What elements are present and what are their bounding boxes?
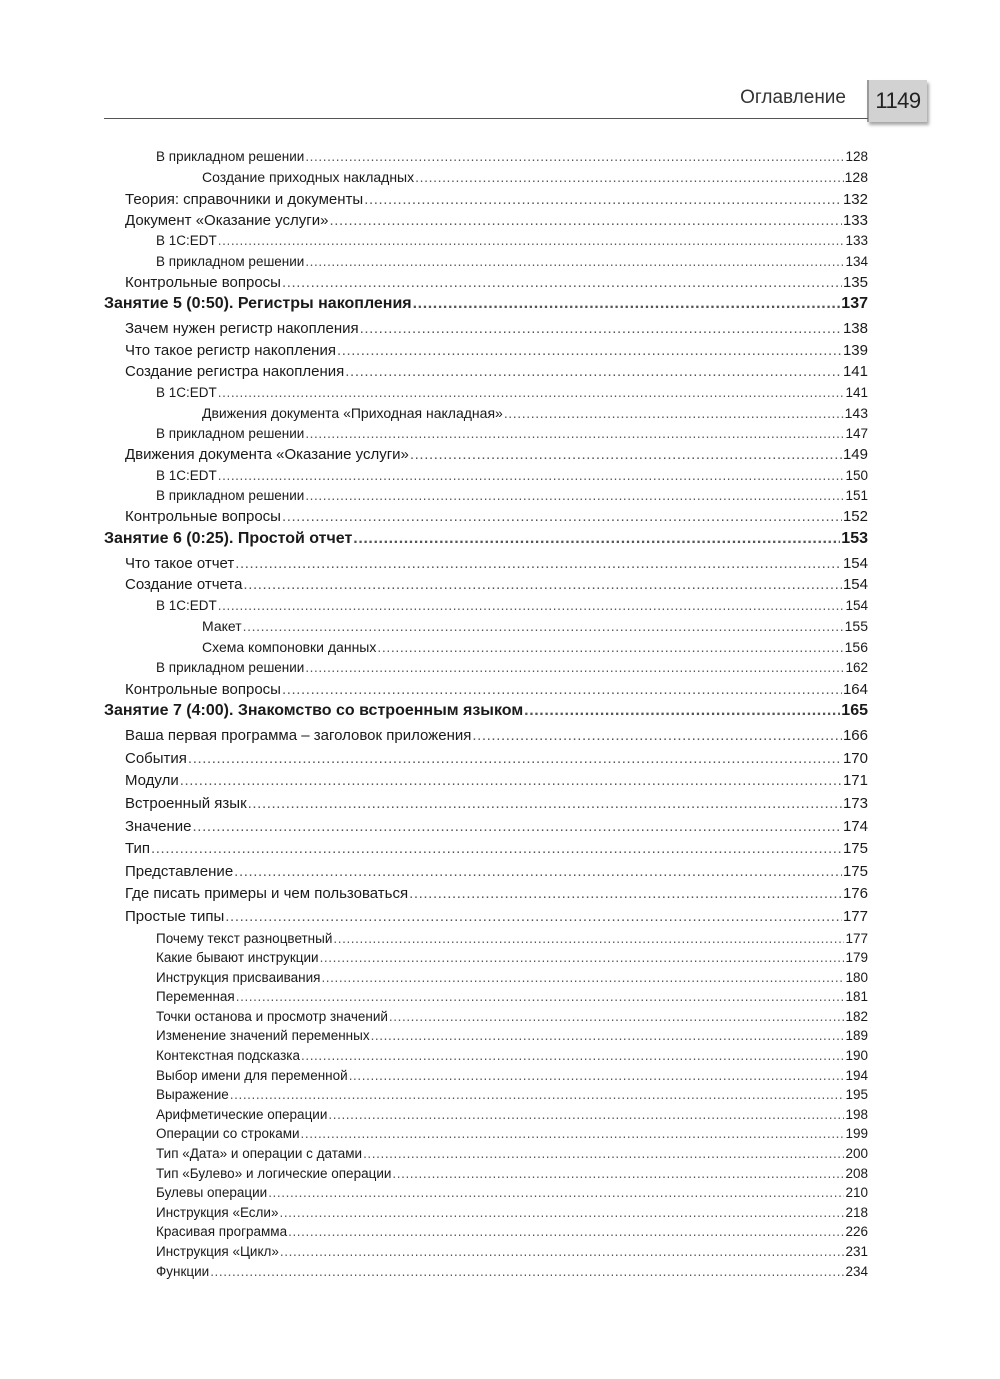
dot-leader [279, 1205, 844, 1220]
toc-entry-page: 155 [844, 617, 868, 634]
toc-entry [104, 681, 868, 702]
toc-entry-page: 231 [845, 1244, 868, 1259]
toc-entry [104, 555, 868, 576]
toc-entry [104, 385, 868, 405]
toc-entry-page: 177 [845, 930, 868, 946]
toc-entry-page: 141 [845, 384, 868, 400]
dot-leader [236, 989, 845, 1004]
toc-entry [104, 426, 868, 446]
toc-entry-title: В прикладном решении [156, 488, 305, 504]
toc-entry [104, 1009, 868, 1029]
toc-entry-page: 208 [845, 1165, 868, 1181]
toc-entry [104, 1087, 868, 1107]
dot-leader [268, 1185, 844, 1200]
toc-entry-page: 176 [842, 885, 868, 903]
dot-leader [337, 342, 842, 359]
toc-entry [104, 950, 868, 970]
toc-entry-page: 200 [845, 1146, 868, 1162]
toc-entry [104, 254, 868, 274]
dot-leader [349, 1068, 845, 1083]
toc-entry [104, 1146, 868, 1166]
dot-leader [282, 508, 842, 525]
toc-entry-page: 132 [842, 190, 868, 208]
toc-entry-title: Арифметические операции [156, 1106, 328, 1122]
toc-entry [104, 660, 868, 680]
toc-entry-title: Создание регистра накопления [125, 363, 345, 381]
toc-entry-title: Где писать примеры и чем пользоваться [125, 885, 409, 903]
toc-entry [104, 169, 868, 190]
toc-entry-title: В 1С:EDT [156, 384, 217, 400]
toc-chapter-entry [104, 295, 868, 320]
toc-entry-title: Тип «Дата» и операции с датами [156, 1146, 363, 1162]
toc-entry-title: Красивая программа [156, 1224, 288, 1240]
toc-entry-title: В 1С:EDT [156, 597, 217, 613]
toc-entry [104, 931, 868, 951]
toc-entry-title: Документ «Оказание услуги» [125, 211, 329, 229]
dot-leader [230, 1087, 845, 1102]
dot-leader [321, 970, 844, 985]
toc-entry-title: Встроенный язык [125, 794, 247, 812]
toc-entry [104, 576, 868, 597]
toc-entry-page: 141 [842, 363, 868, 381]
dot-leader [329, 212, 842, 229]
table-of-contents [104, 149, 868, 1283]
toc-entry [104, 342, 868, 363]
toc-entry-page: 166 [842, 727, 868, 745]
dot-leader [333, 931, 844, 946]
toc-entry [104, 727, 868, 750]
toc-entry-page: 195 [845, 1087, 868, 1103]
toc-entry-page: 181 [845, 989, 868, 1005]
toc-entry [104, 274, 868, 295]
dot-leader [472, 727, 842, 744]
toc-entry-title: Инструкция «Если» [156, 1204, 279, 1220]
dot-leader [353, 530, 840, 548]
toc-entry [104, 1205, 868, 1225]
dot-leader [301, 1048, 844, 1063]
toc-entry-page: 194 [845, 1067, 868, 1083]
toc-entry-title: Простые типы [125, 907, 225, 925]
dot-leader [188, 750, 842, 767]
toc-entry-title: События [125, 749, 187, 767]
toc-entry [104, 750, 868, 773]
toc-entry [104, 1048, 868, 1068]
toc-entry-page: 180 [845, 969, 868, 985]
toc-entry-title: Движения документа «Приходная накладная» [202, 404, 503, 421]
dot-leader [218, 385, 845, 400]
dot-leader [151, 840, 842, 857]
dot-leader [282, 274, 842, 291]
toc-chapter-entry [104, 702, 868, 727]
toc-entry-page: 134 [845, 253, 868, 269]
toc-entry [104, 970, 868, 990]
toc-entry-page: 135 [842, 273, 868, 291]
toc-entry-title: Контрольные вопросы [125, 273, 281, 291]
toc-entry [104, 840, 868, 863]
toc-entry-title: Функции [156, 1263, 210, 1279]
dot-leader [415, 169, 844, 185]
toc-entry-title: Значение [125, 817, 192, 835]
page-number: 1149 [867, 80, 927, 122]
toc-entry [104, 772, 868, 795]
toc-entry-title: Что такое регистр накопления [125, 341, 336, 359]
toc-entry-title: Представление [125, 862, 234, 880]
toc-entry-title: Изменение значений переменных [156, 1028, 370, 1044]
toc-entry-page: 143 [844, 404, 868, 421]
toc-entry-title: В 1С:EDT [156, 467, 217, 483]
dot-leader [301, 1126, 845, 1141]
toc-entry-page: 218 [845, 1204, 868, 1220]
dot-leader [218, 468, 845, 483]
dot-leader [218, 233, 845, 248]
dot-leader [210, 1264, 844, 1279]
dot-leader [282, 681, 842, 698]
toc-entry-title: Переменная [156, 989, 235, 1005]
toc-entry-title: Какие бывают инструкции [156, 950, 319, 966]
dot-leader [243, 576, 842, 593]
toc-entry-title: Создание отчета [125, 576, 243, 594]
toc-entry [104, 1126, 868, 1146]
toc-entry-page: 234 [845, 1263, 868, 1279]
dot-leader [328, 1107, 844, 1122]
toc-entry [104, 320, 868, 341]
dot-leader [288, 1224, 844, 1239]
toc-entry-title: Что такое отчет [125, 554, 235, 572]
dot-leader [413, 295, 841, 313]
dot-leader [243, 618, 844, 634]
toc-entry-page: 154 [842, 554, 868, 572]
toc-entry-title: Инструкция присваивания [156, 969, 321, 985]
toc-entry-page: 152 [842, 508, 868, 526]
toc-entry-page: 175 [842, 840, 868, 858]
toc-entry-page: 210 [845, 1185, 868, 1201]
toc-entry-title: Контрольные вопросы [125, 680, 281, 698]
toc-entry-title: Точки останова и просмотр значений [156, 1008, 388, 1024]
toc-entry-title: Занятие 6 (0:25). Простой отчет [104, 529, 353, 547]
header-divider [104, 118, 868, 119]
toc-entry-title: Инструкция «Цикл» [156, 1244, 279, 1259]
toc-entry-page: 165 [841, 702, 868, 720]
toc-chapter-entry [104, 530, 868, 555]
toc-entry-page: 177 [842, 907, 868, 925]
toc-entry-page: 164 [842, 680, 868, 698]
dot-leader [225, 908, 842, 925]
dot-leader [410, 446, 842, 463]
toc-entry-page: 137 [841, 295, 868, 313]
toc-entry-title: Схема компоновки данных [202, 639, 377, 656]
toc-entry-page: 162 [845, 660, 868, 676]
dot-leader [377, 639, 843, 655]
toc-entry-title: Контекстная подсказка [156, 1048, 300, 1064]
toc-entry [104, 363, 868, 384]
toc-entry [104, 405, 868, 426]
toc-entry-page: 151 [845, 488, 868, 504]
toc-entry [104, 639, 868, 660]
toc-entry [104, 1264, 868, 1284]
toc-entry-page: 128 [845, 149, 868, 164]
dot-leader [218, 598, 845, 613]
dot-leader [320, 950, 845, 965]
toc-entry [104, 1028, 868, 1048]
toc-entry-page: 182 [845, 1008, 868, 1024]
toc-entry-page: 170 [842, 749, 868, 767]
toc-entry [104, 233, 868, 253]
toc-entry-page: 199 [845, 1126, 868, 1142]
dot-leader [305, 149, 844, 164]
dot-leader [363, 1146, 844, 1161]
toc-entry-title: Занятие 7 (4:00). Знакомство со встроенным языком [104, 702, 524, 720]
toc-entry [104, 1224, 868, 1244]
toc-entry-title: Движения документа «Оказание услуги» [125, 446, 409, 464]
toc-entry-page: 175 [842, 862, 868, 880]
toc-entry [104, 488, 868, 508]
toc-entry-title: Булевы операции [156, 1185, 268, 1201]
dot-leader [364, 191, 842, 208]
toc-entry-page: 174 [842, 817, 868, 835]
toc-entry-title: В прикладном решении [156, 660, 305, 676]
toc-entry [104, 818, 868, 841]
dot-leader [280, 1244, 845, 1259]
toc-entry [104, 1166, 868, 1186]
toc-entry-title: Выбор имени для переменной [156, 1067, 348, 1083]
toc-entry-page: 128 [844, 169, 868, 186]
dot-leader [248, 795, 842, 812]
toc-entry [104, 1244, 868, 1264]
dot-leader [235, 555, 842, 572]
dot-leader [409, 885, 842, 902]
dot-leader [389, 1009, 845, 1024]
toc-entry [104, 191, 868, 212]
dot-leader [345, 363, 842, 380]
dot-leader [305, 488, 844, 503]
dot-leader [234, 863, 842, 880]
toc-entry-title: Теория: справочники и документы [125, 190, 364, 208]
toc-entry-title: В прикладном решении [156, 149, 305, 164]
toc-entry-title: В прикладном решении [156, 253, 305, 269]
toc-entry-page: 133 [842, 211, 868, 229]
toc-entry [104, 795, 868, 818]
toc-entry-page: 179 [845, 950, 868, 966]
toc-entry [104, 1107, 868, 1127]
toc-entry-page: 190 [845, 1048, 868, 1064]
toc-entry-title: В прикладном решении [156, 426, 305, 442]
toc-entry [104, 863, 868, 886]
dot-leader [360, 320, 842, 337]
toc-entry-page: 150 [845, 467, 868, 483]
toc-entry-title: Операции со строками [156, 1126, 300, 1142]
toc-entry-page: 147 [845, 426, 868, 442]
toc-entry-page: 189 [845, 1028, 868, 1044]
toc-entry [104, 468, 868, 488]
toc-entry-title: Почему текст разноцветный [156, 930, 333, 946]
toc-entry-title: Выражение [156, 1087, 229, 1103]
dot-leader [305, 426, 844, 441]
toc-entry [104, 618, 868, 639]
dot-leader [524, 702, 840, 720]
running-header-title: Оглавление [740, 87, 846, 108]
toc-entry [104, 1068, 868, 1088]
toc-entry [104, 149, 868, 169]
dot-leader [180, 772, 842, 789]
toc-entry [104, 885, 868, 908]
toc-entry-page: 156 [844, 639, 868, 656]
toc-entry-page: 149 [842, 446, 868, 464]
toc-entry [104, 508, 868, 529]
toc-entry-page: 154 [842, 576, 868, 594]
toc-entry [104, 598, 868, 618]
toc-entry-title: Тип «Булево» и логические операции [156, 1165, 392, 1181]
toc-entry-title: Ваша первая программа – заголовок приложения [125, 727, 472, 745]
toc-entry-title: Зачем нужен регистр накопления [125, 320, 359, 338]
toc-entry-title: Занятие 5 (0:50). Регистры накопления [104, 295, 412, 313]
dot-leader [371, 1028, 845, 1043]
toc-entry-title: Тип [125, 840, 151, 858]
toc-entry-page: 173 [842, 794, 868, 812]
toc-entry [104, 446, 868, 467]
dot-leader [305, 254, 844, 269]
toc-entry-page: 226 [845, 1224, 868, 1240]
dot-leader [305, 660, 844, 675]
toc-entry-page: 198 [845, 1106, 868, 1122]
toc-entry [104, 212, 868, 233]
dot-leader [504, 405, 844, 421]
toc-entry-page: 139 [842, 341, 868, 359]
toc-entry-page: 133 [845, 233, 868, 249]
toc-entry-title: Создание приходных накладных [202, 169, 415, 186]
toc-entry-title: В 1С:EDT [156, 233, 217, 249]
toc-entry-title: Контрольные вопросы [125, 508, 281, 526]
dot-leader [193, 818, 842, 835]
toc-entry-title: Модули [125, 772, 179, 790]
toc-entry-page: 154 [845, 597, 868, 613]
dot-leader [392, 1166, 844, 1181]
toc-entry [104, 989, 868, 1009]
toc-entry-page: 153 [841, 529, 868, 547]
toc-entry-page: 138 [842, 320, 868, 338]
toc-entry-page: 171 [842, 772, 868, 790]
toc-entry [104, 908, 868, 931]
toc-entry [104, 1185, 868, 1205]
toc-entry-title: Макет [202, 617, 242, 634]
